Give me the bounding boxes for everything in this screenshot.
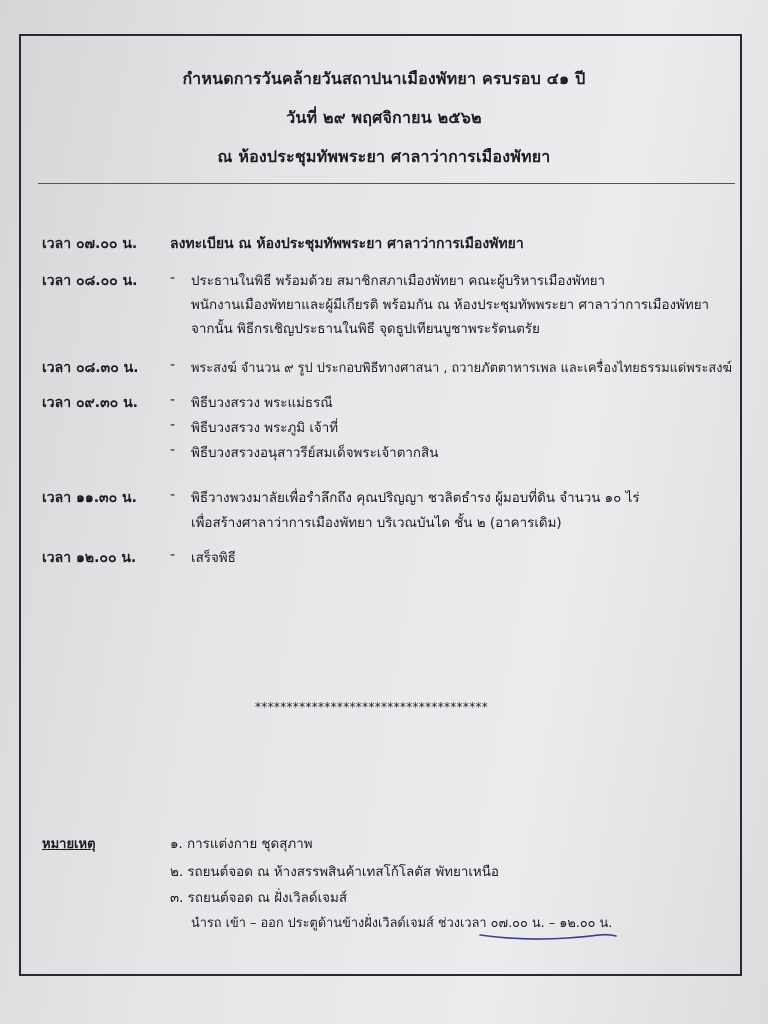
note-item: ๑. การแต่งกาย ชุดสุภาพ: [170, 837, 313, 852]
schedule-item-text: พิธีบวงสรวงอนุสาวรีย์สมเด็จพระเจ้าตากสิน: [191, 446, 439, 461]
list-dash: -: [170, 357, 176, 373]
note-item: ๒. รถยนต์จอด ณ ห้างสรรพสินค้าเทสโก้โลตัส พัทยาเหนือ: [170, 865, 499, 880]
header-divider: [38, 183, 735, 184]
schedule-item-text: จากนั้น พิธีกรเชิญประธานในพิธี จุดธูปเทียนบูชาพระรัตนตรัย: [191, 322, 540, 337]
list-dash: -: [170, 547, 176, 563]
list-dash: -: [170, 392, 176, 408]
schedule-time: เวลา ๐๙.๓๐ น.: [42, 395, 138, 411]
schedule-item-text: พนักงานเมืองพัทยาและผู้มีเกียรติ พร้อมกัน ณ ห้องประชุมทัพพระยา ศาลาว่าการเมืองพัทยา: [191, 298, 710, 313]
schedule-time: เวลา ๑๒.๐๐ น.: [42, 550, 137, 566]
title-line-3: ณ ห้องประชุมทัพพระยา ศาลาว่าการเมืองพัทยา: [217, 147, 551, 166]
title-line-1: กำหนดการวันคล้ายวันสถาปนาเมืองพัทยา ครบรอบ ๔๑ ปี: [182, 69, 586, 88]
schedule-item-text: เสร็จพิธี: [191, 551, 236, 566]
schedule-item-text: พิธีบวงสรวง พระแม่ธรณี: [191, 396, 333, 411]
schedule-time: เวลา ๐๘.๓๐ น.: [42, 360, 139, 376]
schedule-item-text: พิธีบวงสรวง พระภูมิ เจ้าที่: [191, 421, 339, 436]
title-line-2: วันที่ ๒๙ พฤศจิกายน ๒๕๖๒: [286, 108, 482, 127]
list-dash: -: [170, 417, 176, 433]
asterisk-separator: *************************************: [255, 700, 489, 714]
note-item-detail: นำรถ เข้า – ออก ประตูด้านข้างฝั่งเวิลด์เจมส์ ช่วงเวลา ๐๗.๐๐ น. – ๑๒.๐๐ น.: [191, 916, 613, 931]
list-dash: -: [170, 487, 176, 503]
schedule-item-text: เพื่อสร้างศาลาว่าการเมืองพัทยา บริเวณบันได ชั้น ๒ (อาคารเดิม): [191, 516, 562, 531]
schedule-item-text: พระสงฆ์ จำนวน ๙ รูป ประกอบพิธีทางศาสนา , ถวายภัตตาหารเพล และเครื่องไทยธรรมแด่พระสงฆ์: [191, 361, 732, 376]
schedule-time: เวลา ๐๗.๐๐ น.: [42, 236, 138, 252]
schedule-time: เวลา ๑๑.๓๐ น.: [42, 490, 137, 506]
schedule-item-text: ประธานในพิธี พร้อมด้วย สมาชิกสภาเมืองพัทยา คณะผู้บริหารเมืองพัทยา: [191, 274, 606, 289]
list-dash: -: [170, 442, 176, 458]
notes-label: หมายเหตุ: [42, 837, 96, 852]
schedule-time: เวลา ๐๘.๐๐ น.: [42, 273, 138, 289]
schedule-item-text: ลงทะเบียน ณ ห้องประชุมทัพพระยา ศาลาว่าการเมืองพัทยา: [170, 236, 524, 252]
list-dash: -: [170, 270, 176, 286]
schedule-item-text: พิธีวางพวงมาลัยเพื่อรำลึกถึง คุณปริญญา ชวลิตธำรง ผู้มอบที่ดิน จำนวน ๑๐ ไร่: [191, 491, 640, 506]
note-item: ๓. รถยนต์จอด ณ ฝั่งเวิลด์เจมส์: [170, 891, 347, 906]
pen-underline-mark: [478, 930, 618, 942]
